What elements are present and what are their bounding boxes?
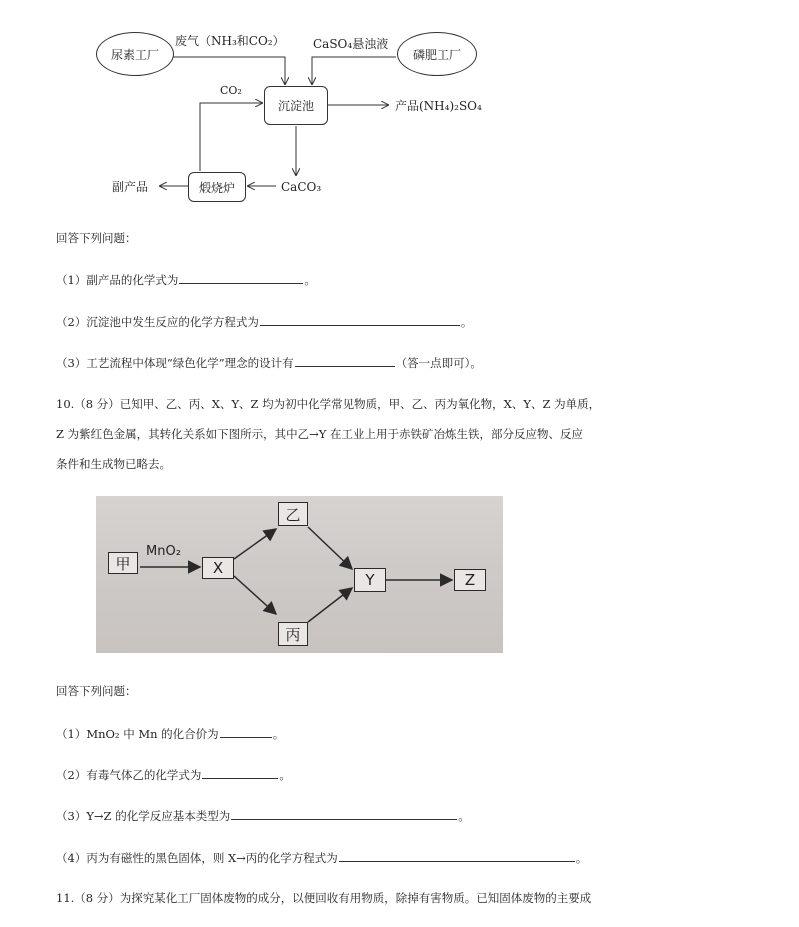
node-jia xyxy=(108,552,138,574)
mno2-label: MnO₂ xyxy=(146,544,181,559)
settling-tank-node xyxy=(264,86,328,125)
q9-item-3-end: （答一点即可）。 xyxy=(395,356,482,370)
answer-blank[interactable] xyxy=(179,272,303,284)
arrow-bing-y xyxy=(308,588,352,622)
answer-blank[interactable] xyxy=(202,767,278,779)
furnace-label: 煅烧炉 xyxy=(198,180,235,195)
answer-blank[interactable] xyxy=(231,808,457,820)
arrow-yi-y xyxy=(308,527,352,569)
q10-item-3 xyxy=(56,808,470,823)
node-jia-label: 甲 xyxy=(115,554,131,573)
q11-line-1: 11.（8 分）为探究某化工厂固体废物的成分，以便回收有用物质，除掉有害物质。已知固体废物的主要成 xyxy=(56,891,592,905)
q9-item-2 xyxy=(56,314,472,329)
caco3-label: CaCO₃ xyxy=(281,180,322,194)
node-bing xyxy=(278,622,308,646)
waste-gas-label: 废气（NH₃和CO₂） xyxy=(175,34,285,48)
urea-factory-label: 尿素工厂 xyxy=(110,47,159,62)
q10-item-2-text: （2）有毒气体乙的化学式为 xyxy=(56,768,202,782)
node-z-label: Z xyxy=(464,571,476,589)
q10-item-1-end: 。 xyxy=(272,727,285,741)
conversion-diagram-photo xyxy=(96,496,503,653)
q10-item-1-text: （1）MnO₂ 中 Mn 的化合价为 xyxy=(56,727,219,741)
q10-line-1: 10.（8 分）已知甲、乙、丙、X、Y、Z 均为初中化学常见物质，甲、乙、丙为氧化物，X、Y、Z 为单质， xyxy=(56,397,601,411)
byproduct-label: 副产品 xyxy=(112,180,149,194)
answer-blank[interactable] xyxy=(295,355,395,367)
node-y xyxy=(354,568,386,592)
q10-item-4 xyxy=(56,850,587,865)
furnace-node xyxy=(188,172,246,202)
q10-item-3-end: 。 xyxy=(458,809,470,823)
node-y-label: Y xyxy=(365,571,375,589)
arrow-x-yi xyxy=(234,529,276,559)
q10-item-3-text: （3）Y→Z 的化学反应基本类型为 xyxy=(56,809,231,823)
node-bing-label: 丙 xyxy=(285,625,301,644)
q9-item-3 xyxy=(56,355,482,370)
q10-item-4-text: （4）丙为有磁性的黑色固体，则 X→丙的化学方程式为 xyxy=(56,851,338,865)
arrow-co2 xyxy=(200,103,262,171)
q9-item-2-text: （2）沉淀池中发生反应的化学方程式为 xyxy=(56,315,259,329)
arrow-x-bing xyxy=(234,576,276,614)
phosphate-factory-node xyxy=(397,32,477,76)
q9-answer-prompt: 回答下列问题： xyxy=(56,231,137,245)
node-yi xyxy=(278,502,308,526)
q10-item-4-end: 。 xyxy=(575,851,588,865)
co2-label: CO₂ xyxy=(220,84,242,97)
answer-blank[interactable] xyxy=(220,726,272,738)
node-x-label: X xyxy=(212,559,224,577)
q10-answer-prompt: 回答下列问题： xyxy=(56,684,137,698)
caso4-label: CaSO₄悬浊液 xyxy=(313,37,389,51)
q9-item-1 xyxy=(56,272,316,287)
product-label: 产品(NH₄)₂SO₄ xyxy=(395,99,482,113)
arrow-caso4 xyxy=(312,57,396,84)
settling-tank-label: 沉淀池 xyxy=(277,99,314,113)
arrow-waste-gas xyxy=(172,57,285,84)
answer-blank[interactable] xyxy=(260,314,460,326)
q9-item-3-text: （3）工艺流程中体现“绿色化学”理念的设计有 xyxy=(56,356,294,370)
q9-item-1-end: 。 xyxy=(304,273,316,287)
node-yi-label: 乙 xyxy=(285,505,301,524)
urea-factory-node xyxy=(96,32,174,76)
q10-item-1 xyxy=(56,726,284,741)
q10-line-3: 条件和生成物已略去。 xyxy=(56,457,171,471)
q10-line-2: Z 为紫红色金属，其转化关系如下图所示，其中乙→Y 在工业上用于赤铁矿冶炼生铁，部分反应物、反应 xyxy=(56,427,584,441)
answer-blank[interactable] xyxy=(339,850,575,862)
q10-item-2 xyxy=(56,767,291,782)
q10-item-2-end: 。 xyxy=(279,768,291,782)
q9-item-2-end: 。 xyxy=(460,315,473,329)
phosphate-factory-label: 磷肥工厂 xyxy=(412,47,461,62)
node-z xyxy=(454,569,486,591)
q9-item-1-text: （1）副产品的化学式为 xyxy=(56,273,179,287)
node-x xyxy=(202,557,234,579)
